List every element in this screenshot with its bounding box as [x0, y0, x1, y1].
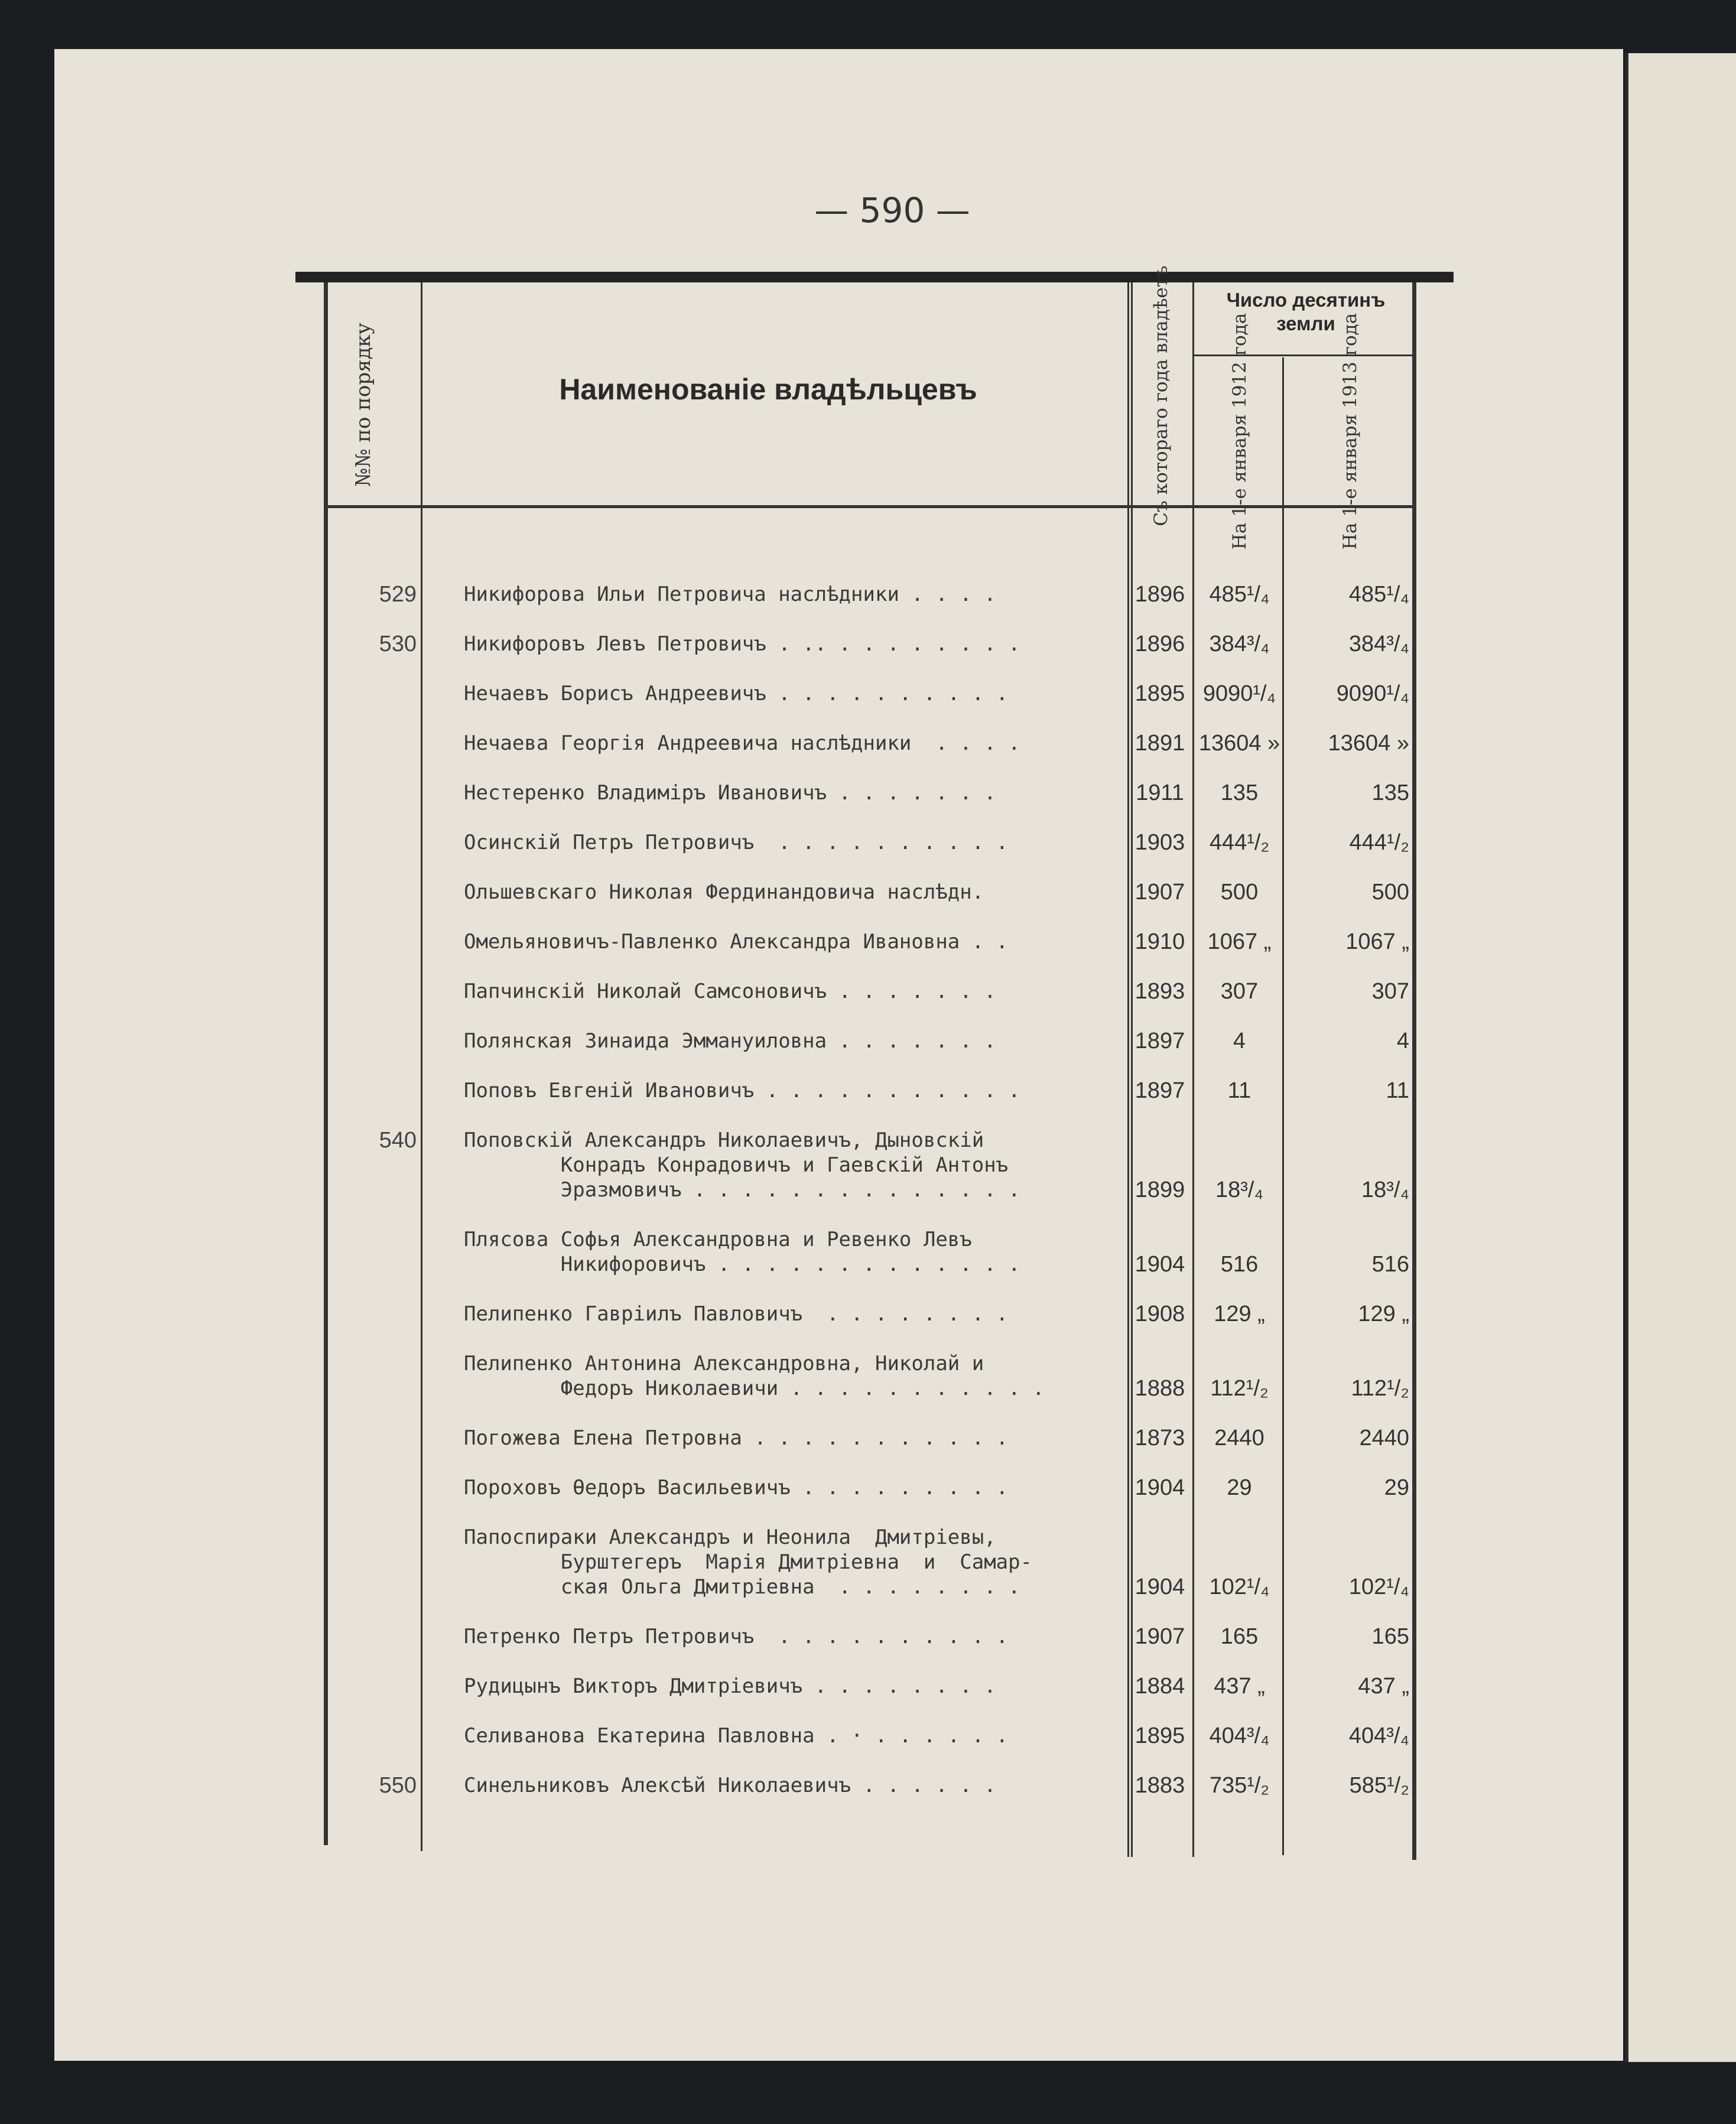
dessiatines-1912: 13604 » [1198, 731, 1280, 756]
dessiatines-1913: 4 [1396, 1029, 1409, 1053]
owner-since-year: 1907 [1134, 880, 1185, 905]
row-number: 530 [379, 632, 417, 656]
row-number: 550 [379, 1773, 417, 1798]
dessiatines-1913: 1067 „ [1345, 929, 1409, 954]
owner-name-line: Нечаевъ Борисъ Андреевичъ . . . . . . . . . . [464, 682, 1009, 705]
dessiatines-1912: 11 [1227, 1078, 1251, 1103]
dessiatines-1913: 29 [1384, 1475, 1409, 1500]
owner-name-line: Полянская Зинаида Эммануиловна . . . . . . . [464, 1029, 996, 1053]
dessiatines-1913: 129 „ [1358, 1302, 1409, 1326]
name-column-rule-2 [1131, 282, 1133, 1857]
table-top-rule [295, 272, 1454, 282]
dessiatines-1912: 444¹/₂ [1209, 830, 1270, 855]
owner-name-line: Осинскій Петръ Петровичъ . . . . . . . . . . [464, 831, 1009, 854]
owner-name-line: Нестеренко Владиміръ Ивановичъ . . . . . . . [464, 781, 996, 805]
dessiatines-1913: 384³/₄ [1348, 632, 1409, 656]
dessiatines-1912: 112¹/₂ [1210, 1376, 1269, 1401]
dessiatines-1912: 135 [1220, 780, 1259, 805]
owner-name-line: Конрадъ Конрадовичъ и Гаевскій Антонъ [464, 1153, 1009, 1177]
owner-name-line: Никифорова Ильи Петровича наслѣдники . . . . [464, 583, 996, 606]
owner-since-year: 1895 [1134, 1723, 1185, 1748]
dessiatines-1912: 165 [1220, 1624, 1259, 1649]
dessiatines-1913: 13604 » [1328, 731, 1409, 756]
owner-name-line: Никифоровичъ . . . . . . . . . . . . . [464, 1253, 1020, 1276]
dessiatines-1913: 485¹/₄ [1348, 582, 1409, 607]
table-left-border [324, 282, 328, 1845]
owner-name-line: Омельяновичъ-Павленко Александра Ивановна . . [464, 930, 1009, 954]
owner-since-year: 1883 [1134, 1773, 1185, 1798]
dessiatines-1912: 516 [1220, 1252, 1259, 1277]
header-num: №№ по порядку [352, 323, 375, 487]
page-number: — 590 — [814, 190, 970, 230]
owner-name-line: Никифоровъ Левъ Петровичъ . .. . . . . . . . . [464, 632, 1020, 656]
owner-name-line: Пороховъ Ѳедоръ Васильевичъ . . . . . . . . . [464, 1476, 1009, 1500]
owner-name-line: Погожева Елена Петровна . . . . . . . . . . . [464, 1426, 1009, 1450]
dessiatines-1913: 165 [1371, 1624, 1409, 1649]
owner-name-line: Пелипенко Гавріилъ Павловичъ . . . . . . . . [464, 1302, 1009, 1326]
header-1913: На 1-е января 1913 года [1340, 313, 1361, 550]
owner-since-year: 1884 [1134, 1674, 1185, 1699]
dessiatines-1912: 735¹/₂ [1209, 1773, 1270, 1798]
owner-since-year: 1911 [1136, 780, 1184, 805]
owner-since-year: 1897 [1134, 1029, 1185, 1053]
owner-name-line: Синельниковъ Алексѣй Николаевичъ . . . . . . [464, 1774, 996, 1797]
dessiatines-1913: 112¹/₂ [1351, 1376, 1409, 1401]
owner-since-year: 1899 [1134, 1178, 1185, 1202]
owner-since-year: 1903 [1134, 830, 1185, 855]
owner-since-year: 1873 [1134, 1426, 1185, 1450]
dessiatines-1913: 9090¹/₄ [1336, 681, 1409, 706]
dessiatines-1913: 135 [1371, 780, 1409, 805]
group-header-rule [1194, 354, 1415, 356]
dessiatines-1913: 444¹/₂ [1349, 830, 1409, 855]
owner-name-line: Ольшевскаго Николая Фердинандовича наслѣдн. [464, 880, 984, 904]
dessiatines-1912: 500 [1220, 880, 1259, 905]
owner-name-line: Поповъ Евгеній Ивановичъ . . . . . . . . . . . [464, 1079, 1020, 1102]
dessiatines-1913: 11 [1386, 1078, 1409, 1103]
dessiatines-1912: 384³/₄ [1209, 632, 1270, 656]
dessiatines-1912: 9090¹/₄ [1202, 681, 1276, 706]
dessiatines-1912: 2440 [1214, 1426, 1264, 1450]
owner-since-year: 1904 [1134, 1252, 1185, 1277]
dessiatines-1913: 500 [1371, 880, 1409, 905]
owner-since-year: 1888 [1134, 1376, 1185, 1401]
owner-name-line: Эразмовичъ . . . . . . . . . . . . . . [464, 1178, 1020, 1202]
owner-name-line: Поповскій Александръ Николаевичъ, Дыновскій [464, 1128, 984, 1152]
dessiatines-1912: 102¹/₄ [1209, 1575, 1270, 1599]
facing-page-edge [1625, 53, 1736, 2062]
owner-name-line: ская Ольга Дмитріевна . . . . . . . . [464, 1575, 1020, 1599]
owner-name-line: Бурштегеръ Марія Дмитріевна и Самар- [464, 1550, 1033, 1574]
dessiatines-1912: 1067 „ [1207, 929, 1272, 954]
owner-name-line: Пелипенко Антонина Александровна, Николай и [464, 1352, 984, 1375]
d1912-column-rule [1282, 357, 1284, 1855]
owner-since-year: 1893 [1134, 979, 1185, 1004]
num-column-rule [421, 282, 422, 1851]
dessiatines-1912: 437 „ [1214, 1674, 1265, 1699]
header-bottom-rule [325, 505, 1415, 508]
dessiatines-1913: 307 [1371, 979, 1409, 1004]
owner-name-line: Папчинскій Николай Самсоновичъ . . . . . . . [464, 980, 996, 1003]
owner-since-year: 1904 [1134, 1475, 1185, 1500]
owner-since-year: 1896 [1134, 632, 1185, 656]
row-number: 529 [379, 582, 417, 607]
dessiatines-1913: 516 [1371, 1252, 1409, 1277]
owner-name-line: Рудицынъ Викторъ Дмитріевичъ . . . . . . . . [464, 1674, 996, 1698]
dessiatines-1912: 18³/₄ [1215, 1178, 1263, 1202]
dessiatines-1912: 129 „ [1214, 1302, 1265, 1326]
book-page [54, 49, 1623, 2061]
owner-name-line: Селиванова Екатерина Павловна . · . . . . . . [464, 1724, 1009, 1748]
owner-since-year: 1896 [1134, 582, 1185, 607]
dessiatines-1913: 18³/₄ [1361, 1178, 1409, 1202]
name-column-rule [1127, 282, 1129, 1857]
owner-since-year: 1891 [1134, 731, 1185, 756]
owner-since-year: 1895 [1134, 681, 1185, 706]
owner-name-line: Нечаева Георгія Андреевича наслѣдники . . . . [464, 731, 1020, 755]
owner-name-line: Папоспираки Александръ и Неонила Дмитріевы, [464, 1525, 996, 1549]
table-right-border [1412, 282, 1416, 1860]
dessiatines-1913: 585¹/₂ [1349, 1773, 1409, 1798]
owner-since-year: 1907 [1134, 1624, 1185, 1649]
dessiatines-1913: 2440 [1359, 1426, 1409, 1450]
header-group: Число десятинъ земли [1226, 289, 1386, 334]
owner-since-year: 1910 [1134, 929, 1185, 954]
dessiatines-1912: 29 [1227, 1475, 1252, 1500]
dessiatines-1912: 307 [1220, 979, 1259, 1004]
dessiatines-1913: 404³/₄ [1348, 1723, 1409, 1748]
dessiatines-1913: 437 „ [1358, 1674, 1409, 1699]
dessiatines-1913: 102¹/₄ [1348, 1575, 1409, 1599]
owner-name-line: Федоръ Николаевичи . . . . . . . . . . . [464, 1377, 1045, 1400]
header-1912: На 1-е января 1912 года [1228, 313, 1250, 550]
dessiatines-1912: 4 [1233, 1029, 1246, 1053]
header-year: Съ котораго года владѣетъ [1150, 265, 1172, 526]
dessiatines-1912: 404³/₄ [1209, 1723, 1270, 1748]
owner-since-year: 1897 [1134, 1078, 1185, 1103]
owner-since-year: 1908 [1134, 1302, 1185, 1326]
row-number: 540 [379, 1128, 417, 1153]
owner-name-line: Петренко Петръ Петровичъ . . . . . . . . . . [464, 1625, 1009, 1648]
header-name: Наименованіе владѣльцевъ [559, 373, 977, 406]
dessiatines-1912: 485¹/₄ [1209, 582, 1270, 607]
owner-name-line: Плясова Софья Александровна и Ревенко Левъ [464, 1228, 972, 1251]
owner-since-year: 1904 [1134, 1575, 1185, 1599]
year-column-rule [1192, 282, 1194, 1857]
